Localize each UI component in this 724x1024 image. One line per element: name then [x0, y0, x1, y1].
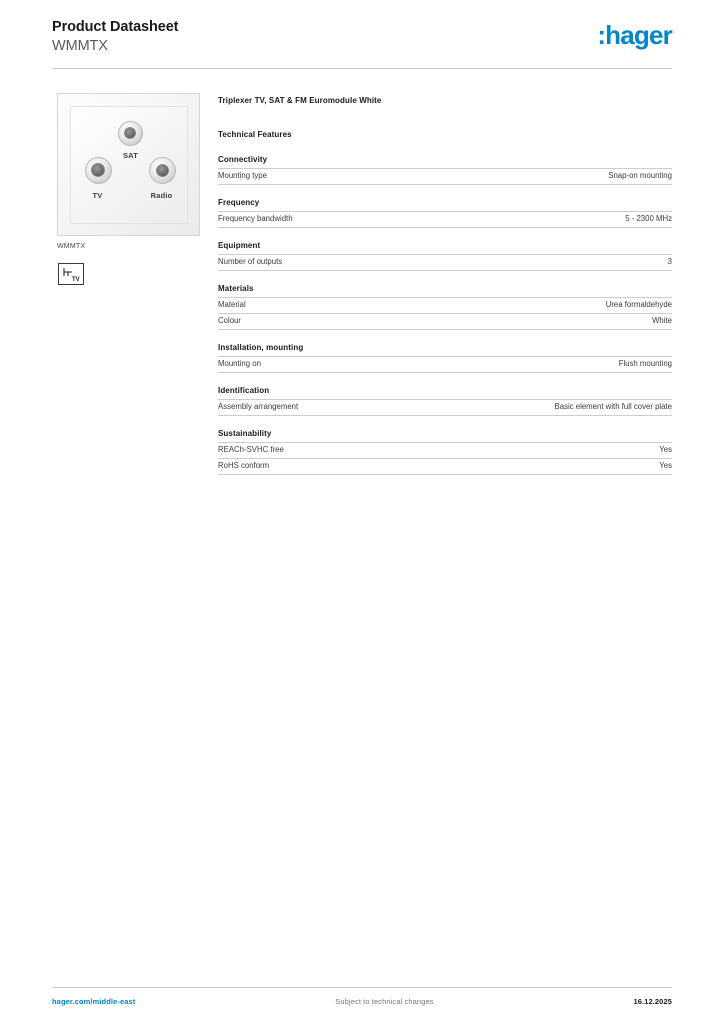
section-title-materials: Materials — [218, 284, 254, 294]
tv-socket-inner — [91, 163, 105, 177]
spec-value: Yes — [659, 445, 672, 455]
header-titles — [52, 18, 178, 55]
spec-value: Urea formaldehyde — [605, 300, 672, 310]
product-faceplate — [70, 106, 188, 224]
section-title-connectivity: Connectivity — [218, 155, 268, 164]
radio-socket-icon — [149, 157, 176, 184]
sat-socket-icon — [118, 121, 143, 146]
spec-value: Yes — [659, 461, 672, 471]
sat-socket-label: SAT — [122, 150, 139, 160]
footer-date: 16.12.2025 — [633, 997, 672, 1006]
spec-row — [218, 442, 672, 459]
spec-value: White — [652, 316, 672, 326]
page-footer — [52, 997, 672, 1006]
spec-key: Colour — [218, 316, 241, 326]
spec-key: Frequency bandwidth — [218, 214, 293, 224]
specifications — [218, 96, 672, 475]
tv-socket-label: TV — [92, 190, 103, 200]
svg-text:TV: TV — [72, 277, 80, 283]
sat-socket-inner — [124, 127, 136, 139]
spec-key: Assembly arrangement — [218, 402, 299, 412]
spec-key: Number of outputs — [218, 257, 283, 267]
product-image — [57, 93, 200, 236]
spec-row — [218, 314, 672, 330]
section-title-equipment: Equipment — [218, 241, 261, 251]
product-name: Triplexer TV, SAT & FM Euromodule White — [218, 96, 382, 105]
page-title: Product Datasheet — [52, 19, 179, 35]
spec-key: Material — [218, 300, 246, 310]
spec-row — [218, 211, 672, 228]
spec-key: Mounting type — [218, 171, 267, 180]
spec-value: 3 — [667, 257, 672, 267]
technical-features-heading: Technical Features — [218, 130, 292, 139]
section-title-sustainability: Sustainability — [218, 429, 272, 439]
spec-row — [218, 459, 672, 475]
spec-key: REACh-SVHC free — [218, 445, 284, 455]
radio-socket-inner — [156, 164, 169, 177]
product-reference-caption: WMMTX — [57, 243, 86, 250]
section-title-frequency: Frequency — [218, 198, 260, 208]
footer-divider — [52, 987, 672, 988]
footer-website-link[interactable]: hager.com/middle-east — [52, 997, 136, 1006]
spec-row — [218, 168, 672, 185]
footer-disclaimer: Subject to technical changes — [335, 997, 434, 1006]
spec-key: RoHS conform — [218, 461, 270, 471]
spec-value: Snap-on mounting — [608, 171, 672, 180]
spec-row — [218, 254, 672, 271]
section-title-installation: Installation, mounting — [218, 343, 304, 353]
section-title-identification: Identification — [218, 386, 270, 396]
page-subtitle: WMMTX — [52, 38, 108, 55]
spec-row — [218, 297, 672, 314]
spec-value: 5 - 2300 MHz — [625, 214, 672, 224]
tv-socket-icon — [85, 157, 112, 184]
tv-pictogram-icon — [58, 263, 84, 285]
spec-value: Basic element with full cover plate — [554, 402, 672, 412]
hager-logo: :hager — [597, 20, 672, 50]
spec-row — [218, 399, 672, 416]
page-header — [52, 18, 672, 55]
header-divider — [52, 68, 672, 69]
spec-value: Flush mounting — [618, 359, 672, 369]
radio-socket-label: Radio — [150, 190, 173, 200]
spec-key: Mounting on — [218, 359, 261, 369]
spec-row — [218, 356, 672, 373]
